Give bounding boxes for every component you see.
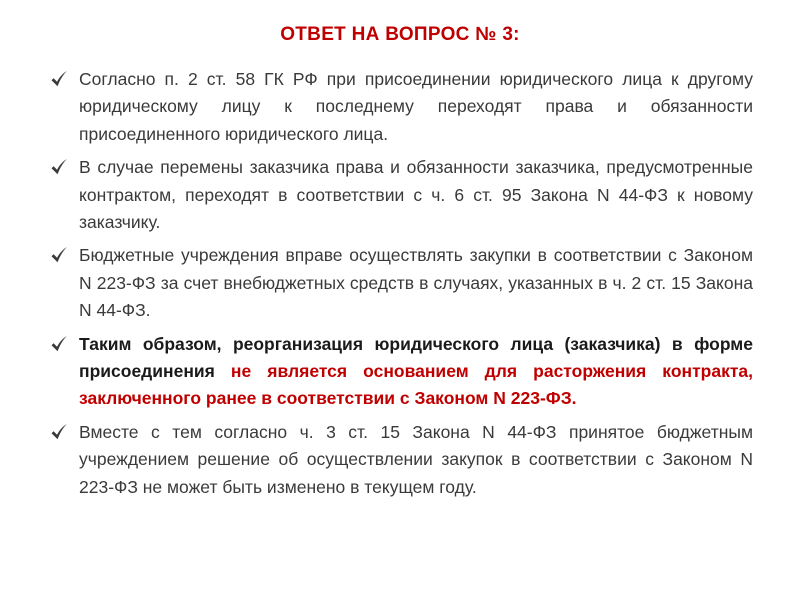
conclusion-plain-text: Таким образом, реорганизация юридического лица (заказчика) в форме присоединения	[79, 333, 753, 382]
bullet-item	[50, 242, 753, 324]
checkmark-icon	[50, 70, 68, 88]
bullet-item	[50, 154, 753, 236]
checkmark-icon	[50, 158, 68, 176]
checkmark-icon	[50, 246, 68, 264]
bullet-list	[50, 66, 753, 507]
checkmark-icon	[50, 423, 68, 441]
bullet-text: Согласно п. 2 ст. 58 ГК РФ при присоединении юридического лица к другому юридическому лицу к последнему переходят права и обязанности присоединенного юридического лица.	[79, 69, 753, 144]
conclusion-accent-text: не является основанием для расторжения контракта, заключенного ранее в соответствии с Законом N 223-ФЗ.	[79, 361, 753, 409]
checkmark-icon	[50, 335, 68, 353]
bullet-item	[50, 66, 753, 148]
bullet-text: Вместе с тем согласно ч. 3 ст. 15 Закона N 44-ФЗ принятое бюджетным учреждением решение об осуществлении закупок в соответствии с Законом N 223-ФЗ не может быть изменено в текущем году.	[79, 421, 753, 497]
bullet-text: В случае перемены заказчика права и обязанности заказчика, предусмотренные контрактом, переходят в соответствии с ч. 6 ст. 95 Закона N 44-ФЗ к новому заказчику.	[79, 157, 753, 233]
bullet-item	[50, 419, 753, 501]
conclusion-text	[79, 334, 753, 409]
slide-title: ОТВЕТ НА ВОПРОС № 3:	[280, 24, 520, 45]
bullet-text: Бюджетные учреждения вправе осуществлять закупки в соответствии с Законом N 223-ФЗ за счет внебюджетных средств в случаях, указанных в ч. 2 ст. 15 Закона N 44-ФЗ.	[79, 245, 753, 321]
bullet-item-conclusion	[50, 331, 753, 413]
